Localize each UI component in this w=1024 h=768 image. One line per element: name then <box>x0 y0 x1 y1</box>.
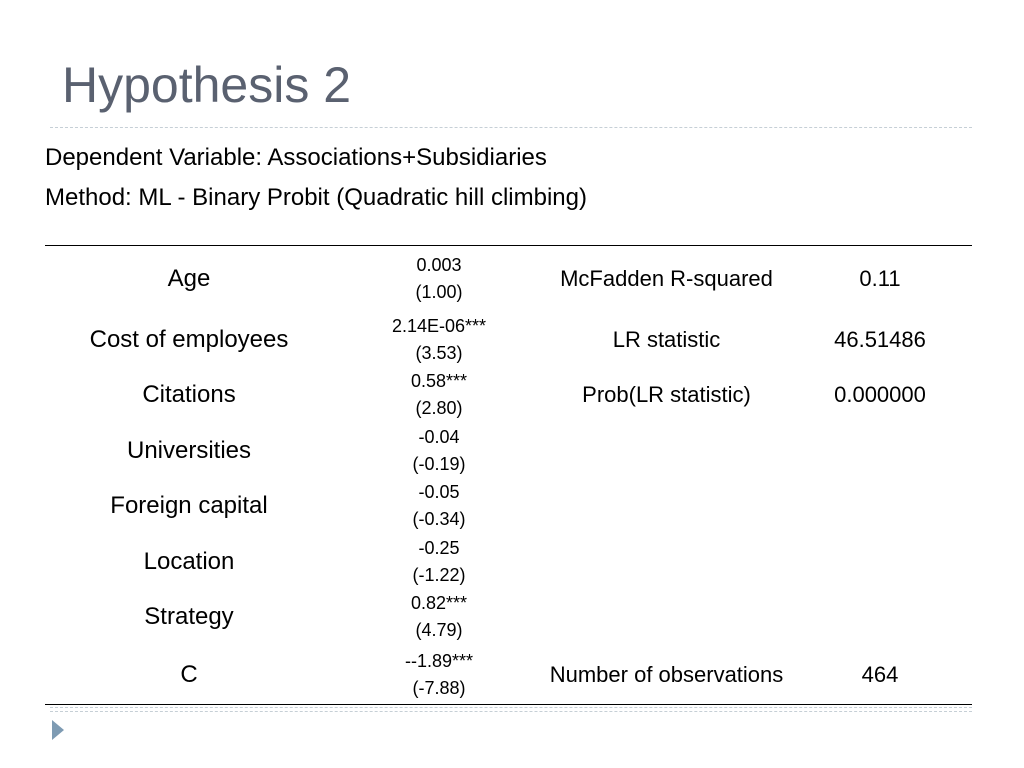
variable-name: Citations <box>142 381 236 409</box>
variable-name: Cost of employees <box>89 325 289 353</box>
coefficient-value: -0.05 <box>418 482 460 503</box>
variable-name: Location <box>143 547 235 575</box>
coefficient-cell <box>333 312 545 368</box>
coefficient-value: 0.003 <box>416 255 462 275</box>
stat-label <box>545 534 788 590</box>
coefficient-cell <box>333 368 545 424</box>
stat-label: McFadden R-squared <box>560 266 773 291</box>
coefficient-cell <box>333 479 545 535</box>
dependent-variable-text: Dependent Variable: Associations+Subsidiaries <box>45 144 547 171</box>
stat-label: Prob(LR statistic) <box>582 382 751 408</box>
footer-divider <box>50 711 972 712</box>
coefficient-value: 0.58*** <box>410 371 468 392</box>
table-bottom-rule <box>45 704 972 705</box>
stat-label <box>545 479 788 535</box>
table-row <box>45 423 972 479</box>
table-row <box>45 479 972 535</box>
stat-label: LR statistic <box>612 326 721 352</box>
coefficient-cell <box>333 590 545 646</box>
coefficient-value: 0.82*** <box>410 593 468 614</box>
table-row <box>45 368 972 424</box>
coefficient-cell <box>333 246 545 312</box>
table-row <box>45 645 972 704</box>
coefficient-value: -0.04 <box>418 426 460 447</box>
stat-value <box>788 423 972 479</box>
regression-table <box>45 245 972 705</box>
title-divider <box>50 127 972 128</box>
coefficient-value: 2.14E-06*** <box>391 315 487 336</box>
z-statistic: (-1.22) <box>412 564 466 585</box>
coefficient-value: --1.89*** <box>404 650 474 671</box>
stat-value: 46.51486 <box>834 326 926 352</box>
stat-label: Number of observations <box>549 661 784 687</box>
stat-value: 464 <box>861 661 899 687</box>
z-statistic: (4.79) <box>415 620 463 641</box>
stat-value <box>788 479 972 535</box>
table-row <box>45 246 972 312</box>
stat-value: 0.000000 <box>834 382 926 408</box>
z-statistic: (1.00) <box>415 282 463 302</box>
stat-label <box>545 423 788 479</box>
variable-name: Universities <box>126 436 252 464</box>
slide-title: Hypothesis 2 <box>62 57 352 113</box>
coefficient-cell <box>333 534 545 590</box>
table-row <box>45 534 972 590</box>
coefficient-value: -0.25 <box>418 537 460 558</box>
z-statistic: (-0.34) <box>412 509 466 530</box>
coefficient-cell <box>333 423 545 479</box>
stat-value <box>788 590 972 646</box>
variable-name: Foreign capital <box>110 492 268 520</box>
stat-value <box>788 534 972 590</box>
stat-value: 0.11 <box>859 266 901 291</box>
method-text: Method: ML - Binary Probit (Quadratic hill climbing) <box>45 184 587 211</box>
z-statistic: (-7.88) <box>412 677 466 698</box>
z-statistic: (3.53) <box>415 342 463 363</box>
next-slide-arrow-icon[interactable] <box>52 720 64 740</box>
footer-divider <box>50 707 972 708</box>
variable-name: Strategy <box>144 603 234 631</box>
z-statistic: (2.80) <box>415 398 463 419</box>
stat-label <box>545 590 788 646</box>
table-row <box>45 590 972 646</box>
table-row <box>45 312 972 368</box>
variable-name: Age <box>167 265 211 292</box>
coefficient-cell <box>333 645 545 704</box>
variable-name: C <box>180 660 198 688</box>
z-statistic: (-0.19) <box>412 453 466 474</box>
